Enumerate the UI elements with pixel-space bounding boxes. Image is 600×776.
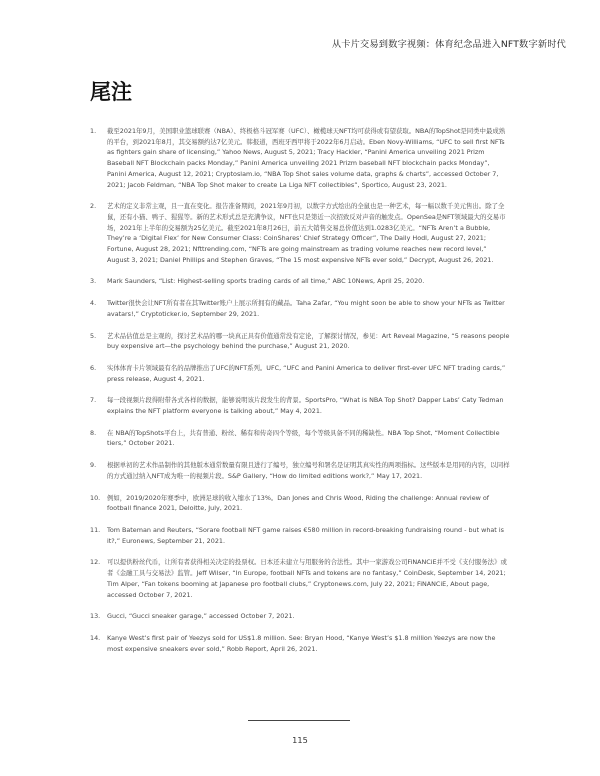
endnote-number: 14. [90,633,101,642]
endnote-number: 12. [90,558,101,567]
endnote-text: Mark Saunders, “List: Highest-selling sports trading cards of all time,” ABC 10News, April 25, 2020. [107,277,425,286]
endnote-text: 艺术品估值总是主观的，探讨艺术品的哪一块真正具有价值通常没有定论，了解探讨情况，参见：Art Reveal Magazine, “5 reasons people buy expensive art—the psychology behind the purchase,” August 21, 2020. [107,331,510,351]
endnote-number: 13. [90,612,101,621]
running-header: 从卡片交易到数字视频：体育纪念品进入NFT数字新时代 [331,39,566,50]
endnote-number: 2. [90,202,97,211]
endnote-text: Twitter很快会让NFT所有者在其Twitter账户上展示所拥有的藏品。Taha Zafar, “You might soon be able to show your NFTs as Twitter avatars!,” Cryptoticker.io, September 29, 2021. [107,299,505,318]
page-number: 115 [292,735,308,745]
endnote-number: 6. [90,363,97,372]
endnote-13 [90,611,510,622]
endnote-text: 例如，2019/2020年赛季中，欧洲足球的收入缩水了13%。Dan Jones and Chris Wood, Riding the challenge: Annual review of football finance 2021, Deloitte, July, 2021. [107,493,490,513]
endnote-number: 11. [90,525,101,534]
endnote-8 [90,428,510,449]
endnote-5 [90,331,510,352]
endnote-text: 可以提供粉丝代币，让所有者获得相关决定的投票权。日本还未建立与用服务的合法性。其中一家游戏公司FiNANCiE并不受《支付服务法》或者《金融工具与交易法》监管。Jeff Wilser, “In Europe, football NFTs and tokens are no fantasy,” CoinDesk, September 14, 2021; Tim Alper, “Fan tokens booming at Japanese pro football clubs,” Cryptonews.com, July 22, 2021; FiNANCiE, About page, accessed October 7, 2021. [107,558,507,599]
endnote-text: Tom Bateman and Reuters, “Sorare football NFT game raises €580 million in record-breaking fundraising round - but what is it?,” Euronews, September 21, 2021. [107,525,504,545]
endnote-12 [90,557,510,600]
endnote-text: Kanye West’s first pair of Yeezys sold for US$1.8 million. See: Bryan Hood, “Kanye West’s $1.8 million Yeezys are now the most expensive sneakers ever sold,” Robb Report, April 26, 2021. [107,633,496,653]
endnote-text: Gucci, “Gucci sneaker garage,” accessed October 7, 2021. [107,612,295,621]
footer-divider [248,720,350,721]
endnote-1 [90,126,510,190]
endnote-text: 截至2021年9月，美国职业篮球联赛（NBA）、终极格斗冠军赛（UFC）、橄榄球天NFT均可获得或有望获取。NBA的TopShot是同类中最成熟的平台，到2021年8月，其交易额约达7亿美元。韩报道，西班牙西甲将于2022年6月启动。Eben Novy-Williams, “UFC to sell first NFTs as fighters gain share of licensing,” Yahoo News, August 5, 2021; Tracy Hackler, “Panini America unveiling 2021 Prizm Baseball NFT Blockchain packs Monday,” Panini America unveiling 2021 Prizm baseball NFT blockchain packs Monday”, Panini America, August 12, 2021; Cryptoslam.io, “NBA Top Shot sales volume data, graphs & charts”, accessed October 7, 2021; Jacob Feldman, “NBA Top Shot maker to create La Liga NFT collectibles”, Sportico, August 23, 2021. [107,127,506,189]
endnote-2 [90,201,510,265]
endnote-number: 1. [90,127,97,135]
endnote-4 [90,298,510,319]
endnote-text: 根据单初的艺术作品制作的其他版本通常数量有限且进行了编号，独立编号和署名是证明其真实性的两项指标。这些版本是用同的内容，以同样的方式通过纳入NFT成为唯一的视频片段。S&P Gallery, “How do limited editions work?,” May 17, 2021. [107,461,510,480]
endnote-14 [90,633,510,654]
endnote-7 [90,395,510,416]
endnote-number: 4. [90,299,97,308]
endnote-text: 实体体育卡片领域最有名的品牌推出了UFC的NFT系列。UFC, “UFC and Panini America to deliver first-ever UFC NFT trading cards,” press release, August 4, 2021. [107,363,506,383]
endnote-text: 艺术的定义非常主观，且一直在变化。报告准备期间，2021年9月初，以数字方式绘出的全鼠也是一种艺术，每一幅以数千美元售出。除了全鼠，还有小猫、鸭子、猩猩等。新的艺术形式总是充满争议，NFT也只是第近一次招致反对声音的触发点。OpenSea是NFT领域最大的交易市场，2021年上半年的交易额为25亿美元。截至2021年8月26日，前五大销售交易总价值达到1.0283亿美元。“NFTs Aren’t a Bubble, They’re a ‘Digital Flex’ for New Consumer Class: CoinShares’ Chief Strategy Officer”, The Daily Hodl, August 27, 2021; Fortune, August 28, 2021; Nfttrending.com, “NFTs are going mainstream as trading volume reaches new record level,” August 3, 2021; Daniel Phillips and Stephen Graves, “The 15 most expensive NFTs ever sold,” Decrypt, August 26, 2021. [107,202,506,264]
endnote-number: 10. [90,493,101,502]
endnote-number: 7. [90,396,97,405]
endnote-number: 3. [90,277,97,286]
endnotes-list [90,126,510,665]
endnote-10 [90,493,510,514]
endnote-number: 9. [90,461,97,470]
endnote-text: 每一段视频片段得附带各式各样的数据，能够说明该片段发生的背景。SportsPro, “What is NBA Top Shot? Dapper Labs’ Caty Tedman explains the NFT platform everyone is talking about,” May 4, 2021. [107,396,504,416]
endnote-text: 在 NBA的TopShots平台上，共有普通、粉丝、稀有和传奇四个等级，每个等级具备不同的稀缺性。NBA Top Shot, “Moment Collectible tiers,” October 2021. [107,428,500,448]
endnote-6 [90,363,510,384]
endnote-number: 8. [90,428,97,437]
page-title: 尾注 [90,80,132,104]
endnote-3 [90,276,510,287]
endnote-11 [90,525,510,546]
endnote-9 [90,460,510,481]
endnote-number: 5. [90,331,97,340]
